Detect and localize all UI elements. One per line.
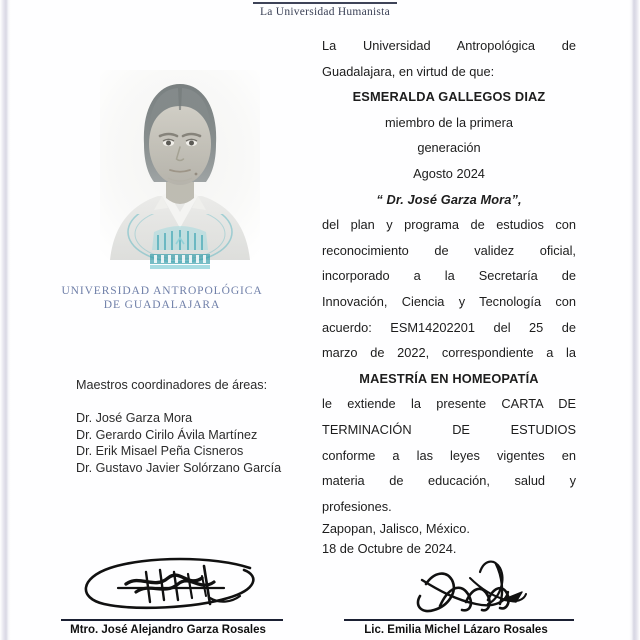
date-text: 18 de Octubre de 2024. bbox=[322, 541, 457, 557]
list-item: Dr. José Garza Mora bbox=[76, 411, 193, 425]
degree-name: MAESTRÍA EN HOMEOPATÍA bbox=[359, 370, 539, 386]
page-edge-right bbox=[629, 0, 640, 640]
header-divider bbox=[253, 2, 397, 4]
plan-line-3: incorporado a la Secretaría de bbox=[322, 268, 576, 284]
signature-rule-left bbox=[61, 619, 283, 621]
issue-line-3: conforme a las leyes vigentes en bbox=[322, 447, 576, 463]
list-item: Dr. Gustavo Javier Solórzano García bbox=[76, 460, 282, 475]
page-title: La Universidad Humanista bbox=[260, 6, 390, 18]
period-text: Agosto 2024 bbox=[413, 165, 485, 181]
membership-line-2: generación bbox=[417, 140, 481, 156]
issue-line-2: TERMINACIÓN DE ESTUDIOS bbox=[322, 421, 576, 437]
signature-name-left: Mtro. José Alejandro Garza Rosales bbox=[70, 624, 266, 636]
portrait-photo-image bbox=[100, 70, 260, 260]
place-text: Zapopan, Jalisco, México. bbox=[322, 521, 470, 537]
left-column bbox=[14, 28, 310, 628]
page-edge-left bbox=[0, 0, 11, 640]
seal-caption bbox=[14, 284, 310, 312]
program-name: “ Dr. José Garza Mora”, bbox=[376, 191, 522, 207]
list-item: Dr. Gerardo Cirilo Ávila Martínez bbox=[76, 427, 258, 442]
student-photo bbox=[100, 70, 260, 260]
signature-block-left bbox=[18, 554, 318, 640]
plan-line-1: del plan y programa de estudios con bbox=[322, 217, 576, 233]
coordinators-heading: Maestros coordinadores de áreas: bbox=[76, 378, 268, 392]
intro-line-2: Guadalajara, en virtud de que: bbox=[322, 63, 495, 79]
student-name: ESMERALDA GALLEGOS DIAZ bbox=[352, 89, 546, 105]
plan-line-5: acuerdo: ESM14202201 del 25 de bbox=[322, 319, 576, 335]
body-column bbox=[322, 33, 576, 559]
signature-name-right: Lic. Emilia Michel Lázaro Rosales bbox=[364, 624, 548, 636]
seal-caption-line1: UNIVERSIDAD ANTROPOLÓGICA bbox=[61, 285, 263, 297]
issue-line-1: le extiende la presente CARTA DE bbox=[322, 396, 576, 412]
plan-line-2: reconocimiento de validez oficial, bbox=[322, 242, 576, 258]
plan-line-6: marzo de 2022, correspondiente a la bbox=[322, 345, 576, 361]
membership-line-1: miembro de la primera bbox=[384, 114, 513, 130]
signature-block-right bbox=[330, 554, 630, 640]
intro-line-1: La Universidad Antropológica de bbox=[322, 38, 576, 53]
plan-line-4: Innovación, Ciencia y Tecnología con bbox=[322, 293, 576, 309]
list-item: Dr. Erik Misael Peña Cisneros bbox=[76, 444, 244, 458]
coordinators-list bbox=[76, 410, 281, 476]
issue-line-5: profesiones. bbox=[322, 498, 392, 514]
signature-rule-right bbox=[344, 619, 574, 621]
issue-line-4: materia de educación, salud y bbox=[322, 473, 576, 489]
handwritten-signature-left-icon bbox=[18, 554, 318, 618]
handwritten-signature-right-icon bbox=[330, 554, 630, 618]
seal-caption-line2: DE GUADALAJARA bbox=[103, 299, 221, 311]
